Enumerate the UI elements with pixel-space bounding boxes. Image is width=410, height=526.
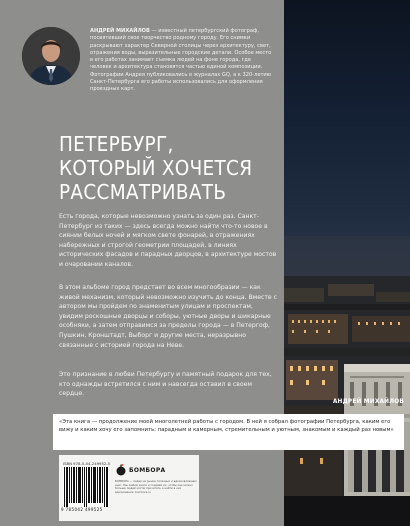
city-skyline-illustration <box>284 236 410 526</box>
description-paragraph-3: Это признание в любви Петербургу и памятный подарок для тех, кто однажды встретился с ним и навсегда оставил в своем сердце. <box>59 371 272 398</box>
author-portrait <box>22 27 80 85</box>
quote-signature: АНДРЕЙ МИХАЙЛОВ <box>332 399 404 405</box>
publisher-logo-icon <box>115 464 127 476</box>
description-paragraph-2: В этом альбоме город предстает во всем многообразии — как живой механизм, который невозможно изучить до конца. Вместе с автором мы пройдем по знаменитым улицам и проспектам, увидим роскошные дворцы и соборы, уютные дворы и шикарные особняки, а затем отправимся за пределы города — в Петергоф, Пушкин, Кронштадт, Выборг и другие места, неразрывно связанные с историей города на Неве. <box>59 284 277 349</box>
imprint-box <box>59 455 199 521</box>
author-bio <box>90 28 272 94</box>
book-headline <box>59 132 284 204</box>
headline-line-3: РАССМАТРИВАТЬ <box>59 180 227 204</box>
headline-line-2: КОТОРЫЙ ХОЧЕТСЯ <box>59 156 253 180</box>
author-quote: «Эта книга — продолжение моей многолетней работы с городом. В ней я собрал фотографии Петербурга, каким его вижу и каким хочу его запомнить: парадным и камерным, стремительным и уютным, знакомым и каждый раз новым» <box>59 419 394 434</box>
barcode-icon <box>63 467 109 507</box>
author-quote-box <box>53 414 404 450</box>
author-photo-illustration <box>22 27 80 85</box>
author-bio-text: — известный петербургский фотограф, посвятивший свое творчество родному городу. Его снимки раскрывают характер Северной столицы через архитектуру, свет, отражения воды, выразительные городские детали. Особое место в его работах занимает съемка людей на фоне города, где человек и архитектура становятся частью единой композиции. Фотографии Андрея публиковались в журналах GQ, а к 320-летию Санкт-Петербурга его работы использовались для оформления проездных карт. <box>90 28 272 93</box>
publisher-small-print: БОМБОРА — лидер на рынке полезных и вдохновляющих книг. Мы любим книги и создаем их, чтобы как можно больше людей могли прочитать и найти в них вдохновение. bombora.ru <box>115 479 197 495</box>
isbn: ISBN 978-5-04-249952-5 <box>63 461 111 466</box>
headline-line-1: ПЕТЕРБУРГ, <box>59 132 174 156</box>
description-paragraph-1: Есть города, которые невозможно узнать за один раз. Санкт-Петербург из таких — здесь всегда можно найти что-то новое в сиянии белых ночей и мягком свете фонарей, в отражениях набережных и строгой геометрии площадей, в линиях исторических фасадов и парадных дворцов, в архитектуре мостов и очаровании каналов. <box>59 213 277 268</box>
publisher-name: БОМБОРА <box>129 467 166 474</box>
author-name: АНДРЕЙ МИХАЙЛОВ <box>90 28 150 34</box>
barcode-number: 9 785042 499525 <box>61 507 103 512</box>
